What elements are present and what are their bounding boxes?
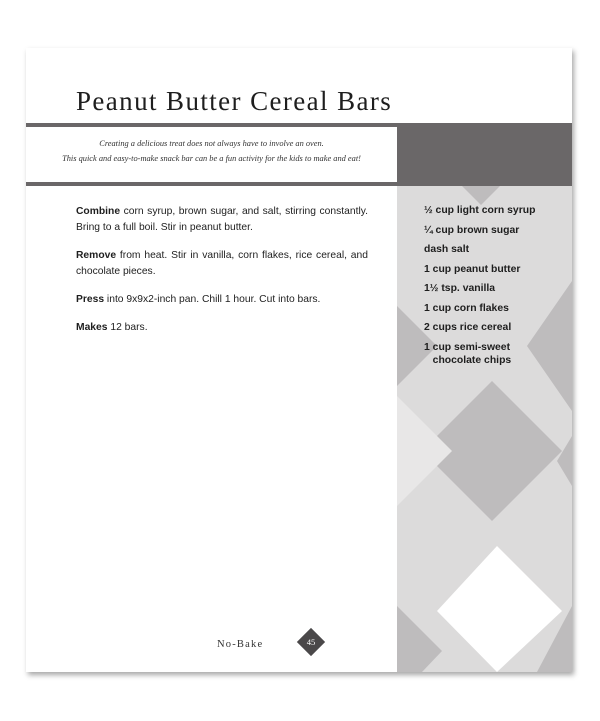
direction-step	[76, 320, 368, 336]
cookbook-page	[26, 48, 572, 672]
step-verb: Remove	[76, 250, 117, 261]
ingredient-item: ¼ cup brown sugar	[424, 224, 520, 236]
recipe-title: Peanut Butter Cereal Bars	[76, 86, 393, 116]
intro-line: This quick and easy-to-make snack bar can be a fun activity for the kids to make and eat!	[62, 154, 361, 163]
step-text: from heat. Stir in vanilla, corn flakes, rice cereal, and chocolate pieces.	[76, 250, 368, 277]
step-text: 12 bars.	[107, 322, 148, 333]
ingredient-item: 1½ tsp. vanilla	[424, 283, 496, 294]
ingredient-item: 1 cup semi-sweet	[424, 341, 511, 353]
page-number-badge	[297, 628, 325, 656]
ingredient-item: 1 cup corn flakes	[424, 302, 509, 314]
step-verb: Press	[76, 294, 105, 305]
ingredient-item: chocolate chips	[424, 354, 512, 366]
ingredient-item: 1 cup peanut butter	[424, 263, 521, 275]
header-band-block	[397, 127, 572, 182]
ingredient-item: ½ cup light corn syrup	[424, 205, 536, 216]
recipe-intro	[26, 136, 397, 166]
direction-step	[76, 292, 368, 308]
page-number: 45	[306, 637, 316, 647]
step-verb: Combine	[76, 206, 121, 217]
step-text: corn syrup, brown sugar, and salt, stirring constantly. Bring to a full boil. Stir in peanut butter.	[76, 206, 368, 233]
ingredient-item: dash salt	[424, 244, 470, 255]
direction-step	[76, 248, 368, 280]
step-text: into 9x9x2-inch pan. Chill 1 hour. Cut into bars.	[104, 294, 321, 305]
step-verb: Makes	[76, 322, 108, 333]
intro-line: Creating a delicious treat does not always have to involve an oven.	[99, 139, 324, 148]
recipe-directions	[76, 204, 368, 348]
direction-step	[76, 204, 368, 236]
ingredient-item: 2 cups rice cereal	[424, 322, 512, 333]
ingredient-list	[424, 204, 535, 373]
section-label: No-Bake	[217, 639, 264, 650]
ingredients-panel	[397, 186, 572, 672]
